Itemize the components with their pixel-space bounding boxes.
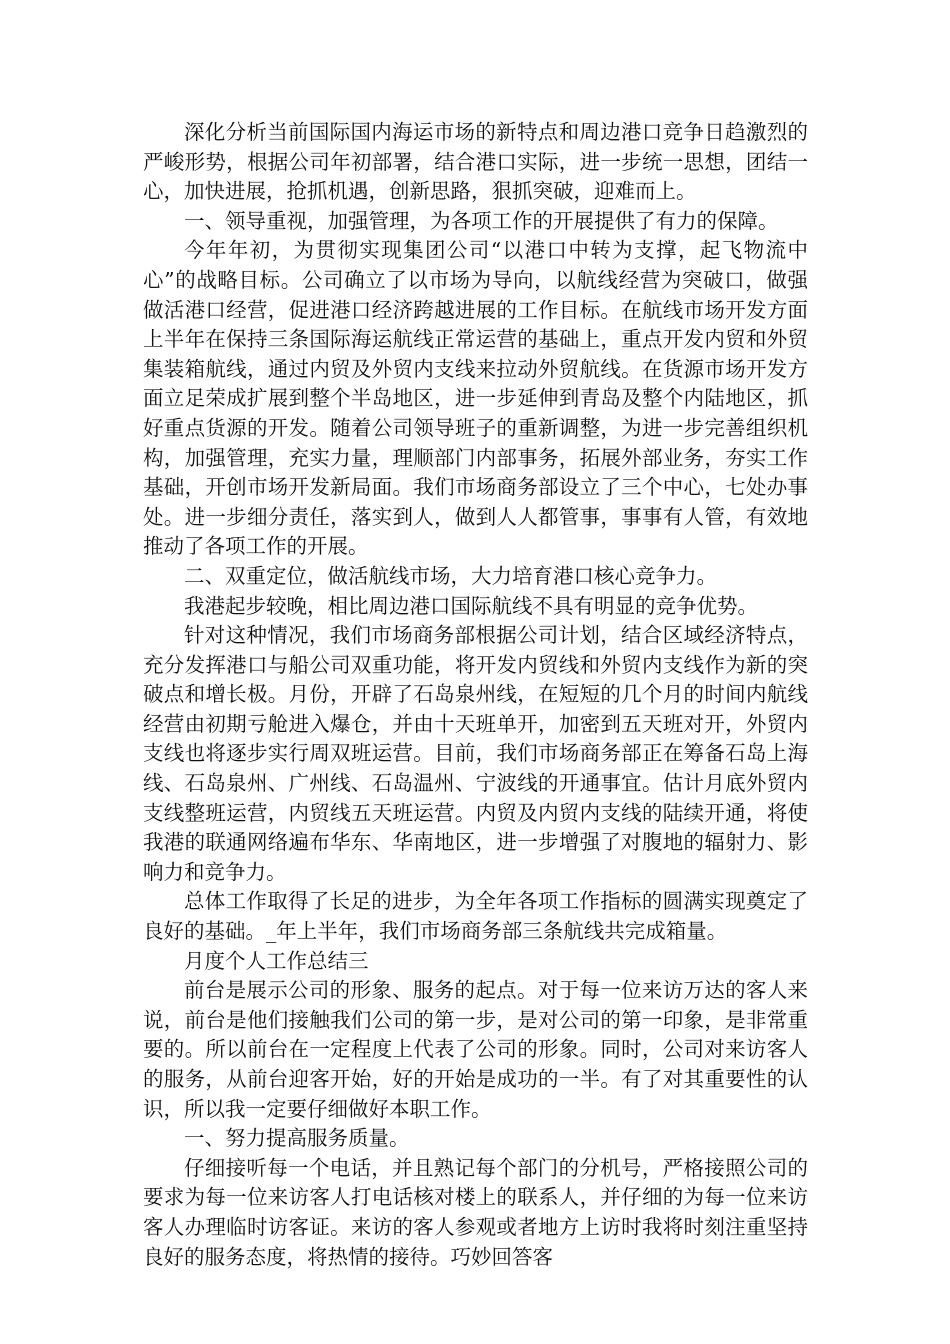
body-paragraph: 总体工作取得了长足的进步，为全年各项工作指标的圆满实现奠定了良好的基础。_年上半年，我们市场商务部三条航线共完成箱量。 — [143, 889, 808, 944]
body-paragraph: 前台是展示公司的形象、服务的起点。对于每一位来访万达的客人来说，前台是他们接触我们公司的第一步，是对公司的第一印象，是非常重要的。所以前台在一定程度上代表了公司的形象。同时，公司对来访客人的服务，从前台迎客开始，好的开始是成功的一半。有了对其重要性的认识，所以我一定要仔细做好本职工作。 — [143, 978, 808, 1121]
body-paragraph: 仔细接听每一个电话，并且熟记每个部门的分机号，严格接照公司的要求为每一位来访客人打电话核对楼上的联系人，并仔细的为每一位来访客人办理临时访客证。来访的客人参观或者地方上访时我将时刻注重坚持良好的服务态度，将热情的接待。巧妙回答客 — [143, 1155, 808, 1269]
body-paragraph: 今年年初，为贯彻实现集团公司“以港口中转为支撑，起飞物流中心”的战略目标。公司确立了以市场为导向，以航线经营为突破口，做强做活港口经营，促进港口经济跨越进展的工作目标。在航线市场开发方面上半年在保持三条国际海运航线正常运营的基础上，重点开发内贸和外贸集装箱航线，通过内贸及外贸内支线来拉动外贸航线。在货源市场开发方面立足荣成扩展到整个半岛地区，进一步延伸到青岛及整个内陆地区，抓好重点货源的开发。随着公司领导班子的重新调整，为进一步完善组织机构，加强管理，充实力量，理顺部门内部事务，拓展外部业务，夯实工作基础，开创市场开发新局面。我们市场商务部设立了三个中心，七处办事处。进一步细分责任，落实到人，做到人人都管事，事事有人管，有效地推动了各项工作的开展。 — [143, 238, 808, 559]
document-body — [143, 118, 808, 1272]
body-paragraph: 针对这种情况，我们市场商务部根据公司计划，结合区域经济特点，充分发挥港口与船公司双重功能，将开发内贸线和外贸内支线作为新的突破点和增长极。月份，开辟了石岛泉州线，在短短的几个月的时间内航线经营由初期亏舱进入爆仓，并由十天班单开，加密到五天班对开，外贸内支线也将逐步实行周双班运营。目前，我们市场商务部正在筹备石岛上海线、石岛泉州、广州线、石岛温州、宁波线的开通事宜。估计月底外贸内支线整班运营，内贸线五天班运营。内贸及内贸内支线的陆续开通，将使我港的联通网络遍布华东、华南地区，进一步增强了对腹地的辐射力、影响力和竞争力。 — [143, 623, 808, 884]
intro-paragraph: 深化分析当前国际国内海运市场的新特点和周边港口竞争日趋激烈的严峻形势，根据公司年初部署，结合港口实际，进一步统一思想，团结一心，加快进展，抢抓机遇，创新思路，狠抓突破，迎难而上。 — [143, 120, 808, 204]
section-heading: 一、领导重视，加强管理，为各项工作的开展提供了有力的保障。 — [184, 208, 779, 233]
section-heading: 一、努力提高服务质量。 — [184, 1126, 410, 1151]
document-subtitle: 月度个人工作总结三 — [184, 948, 369, 973]
body-paragraph: 我港起步较晚，相比周边港口国际航线不具有明显的竞争优势。 — [184, 593, 758, 618]
section-heading: 二、双重定位，做活航线市场，大力培育港口核心竞争力。 — [184, 563, 717, 588]
